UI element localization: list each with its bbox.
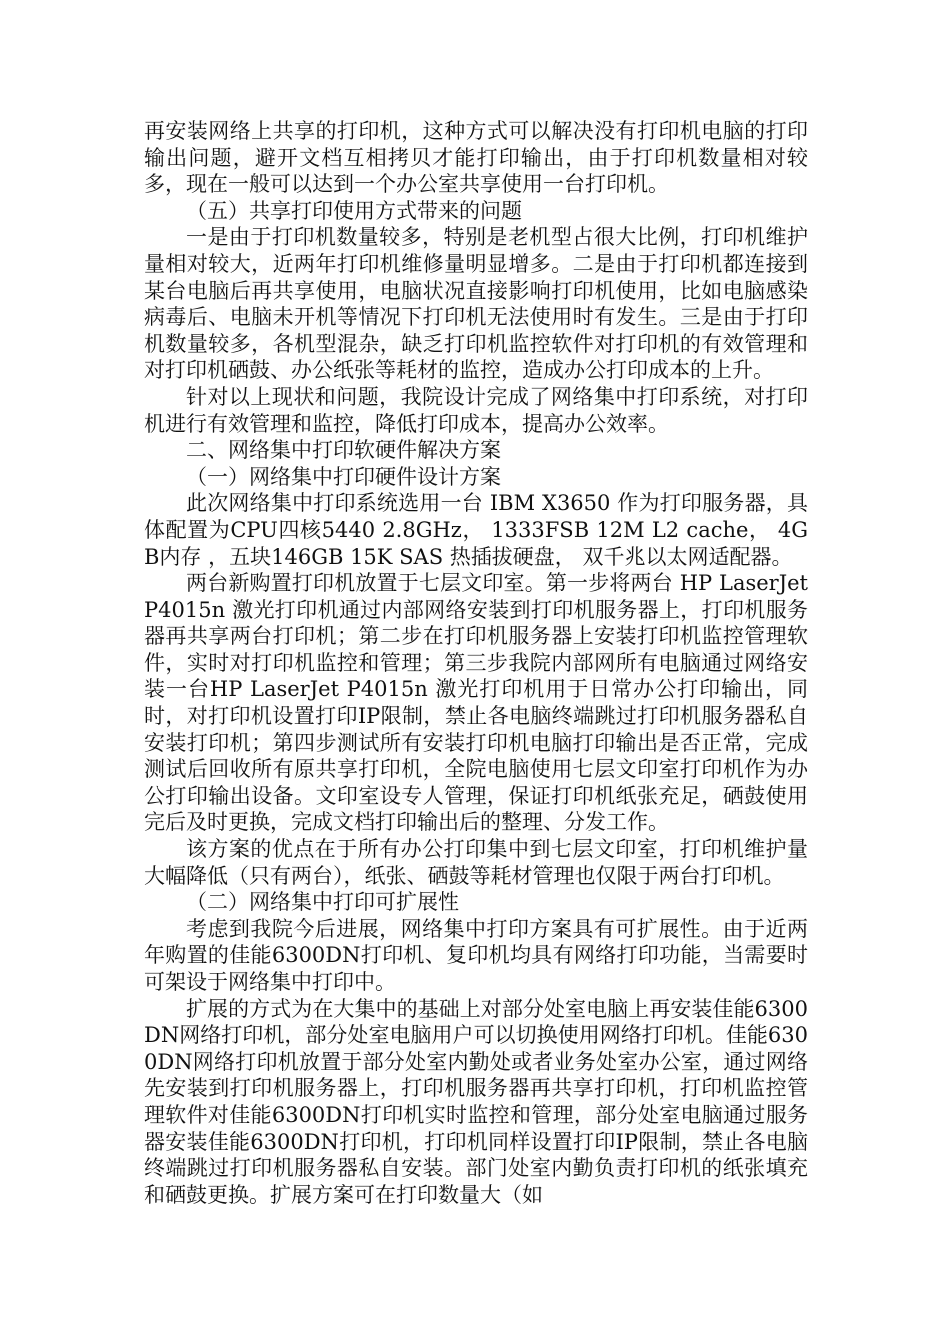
document-body [144,118,808,1208]
paragraph-deployment-steps: 两台新购置打印机放置于七层文印室。第一步将两台 HP LaserJet P4015n 激光打印机通过内部网络安装到打印机服务器上，打印机服务器再共享两台打印机；第二步在打印机服务器上安装打印机监控管理软件，实时对打印机监控和管理；第三步我院内部网所有电脑通过网络安装一台HP LaserJet P4015n 激光打印机用于日常办公打印输出，同时，对打印机设置打印IP限制，禁止各电脑终端跳过打印机服务器私自安装打印机；第四步测试所有安装打印机电脑打印输出是否正常，完成测试后回收所有原共享打印机，全院电脑使用七层文印室打印机作为办公打印输出设备。文印室设专人管理，保证打印机纸张充足，硒鼓使用完后及时更换，完成文档打印输出后的整理、分发工作。 [144,571,808,835]
paragraph-server-config: 此次网络集中打印系统选用一台 IBM X3650 作为打印服务器，具体配置为CPU四核5440 2.8GHz， 1333FSB 12M L2 cache， 4GB内存 ，五块146GB 15K SAS 热插拔硬盘， 双千兆以太网适配器。 [144,491,808,569]
paragraph-intro-continuation: 再安装网络上共享的打印机，这种方式可以解决没有打印机电脑的打印输出问题，避开文档互相拷贝才能打印输出，由于打印机数量相对较多，现在一般可以达到一个办公室共享使用一台打印机。 [144,119,808,197]
paragraph-advantages: 该方案的优点在于所有办公打印集中到七层文印室，打印机维护量大幅降低（只有两台），纸张、硒鼓等耗材管理也仅限于两台打印机。 [144,837,808,888]
subsection-heading-hardware: （一）网络集中打印硬件设计方案 [186,464,501,489]
paragraph-scalability: 考虑到我院今后进展，网络集中打印方案具有可扩展性。由于近两年购置的佳能6300DN打印机、复印机均具有网络打印功能，当需要时可架设于网络集中打印中。 [144,916,808,994]
section-heading-solution: 二、网络集中打印软硬件解决方案 [186,438,501,463]
section-heading-shared-print-problems: （五）共享打印使用方式带来的问题 [186,198,522,223]
paragraph-problems: 一是由于打印机数量较多，特别是老机型占很大比例，打印机维护量相对较大，近两年打印机维修量明显增多。二是由于打印机都连接到某台电脑后再共享使用，电脑状况直接影响打印机使用，比如电脑感染病毒后、电脑未开机等情况下打印机无法使用时有发生。三是由于打印机数量较多，各机型混杂，缺乏打印机监控软件对打印机的有效管理和对打印机硒鼓、办公纸张等耗材的监控，造成办公打印成本的上升。 [144,225,808,383]
subsection-heading-scalability: （二）网络集中打印可扩展性 [186,890,459,915]
paragraph-expansion-method: 扩展的方式为在大集中的基础上对部分处室电脑上再安装佳能6300DN网络打印机，部分处室电脑用户可以切换使用网络打印机。佳能6300DN网络打印机放置于部分处室内勤处或者业务处室办公室，通过网络先安装到打印机服务器上，打印机服务器再共享打印机，打印机监控管理软件对佳能6300DN打印机实时监控和管理，部分处室电脑通过服务器安装佳能6300DN打印机，打印机同样设置打印IP限制，禁止各电脑终端跳过打印机服务器私自安装。部门处室内勤负责打印机的纸张填充和硒鼓更换。扩展方案可在打印数量大（如 [144,996,808,1207]
paragraph-solution-summary: 针对以上现状和问题，我院设计完成了网络集中打印系统，对打印机进行有效管理和监控，降低打印成本，提高办公效率。 [144,384,808,436]
